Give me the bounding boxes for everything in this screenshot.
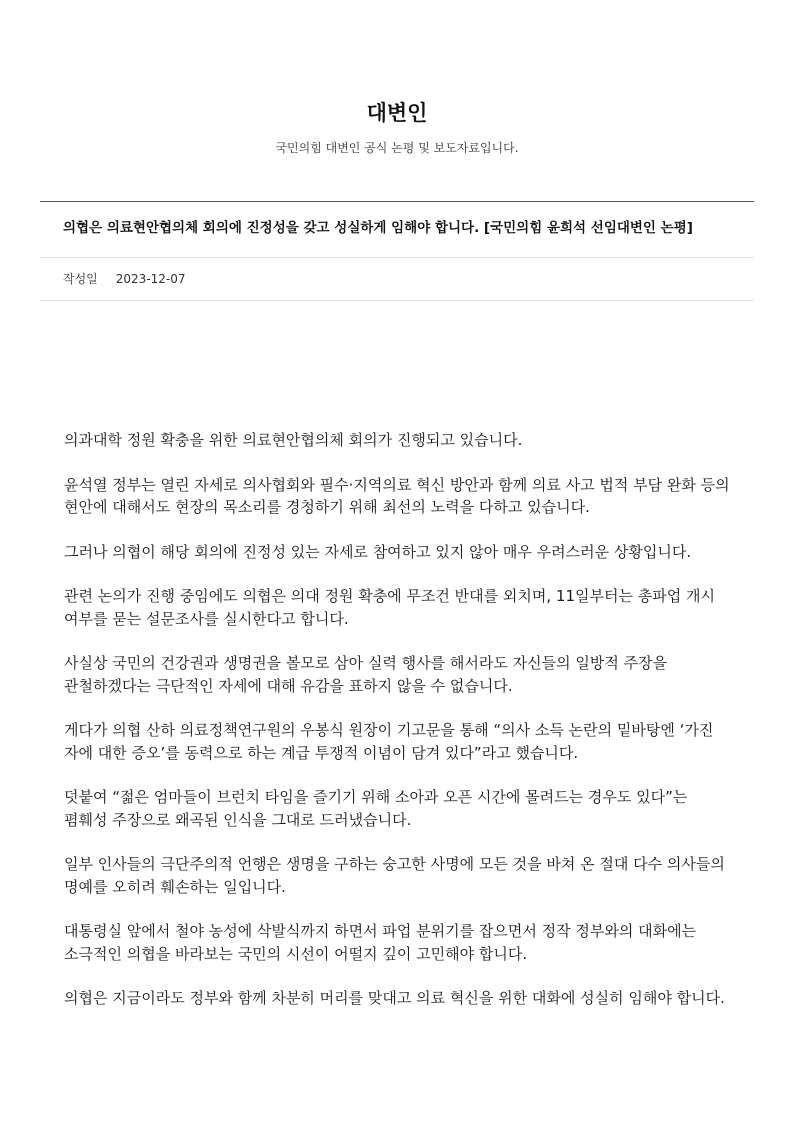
paragraph: 게다가 의협 산하 의료정책연구원의 우봉식 원장이 기고문을 통해 “의사 소득 논란의 밑바탕엔 ‘가진 자에 대한 증오’를 동력으로 하는 계급 투쟁적 이념이 담겨 있다”라고 했습니다. xyxy=(64,721,714,762)
paragraph: 의협은 지금이라도 정부와 함께 차분히 머리를 맞대고 의료 혁신을 위한 대화에 성실히 임해야 합니다. xyxy=(64,989,725,1007)
paragraph: 관련 논의가 진행 중임에도 의협은 의대 정원 확충에 무조건 반대를 외치며, 11일부터는 총파업 개시 여부를 묻는 설문조사를 실시한다고 합니다. xyxy=(64,587,715,628)
page-header xyxy=(0,0,794,156)
paragraph: 덧붙여 “젊은 엄마들이 브런치 타임을 즐기기 위해 소아과 오픈 시간에 몰려드는 경우도 있다”는 폄훼성 주장으로 왜곡된 인식을 그대로 드러냈습니다. xyxy=(64,788,688,829)
paragraph: 대통령실 앞에서 철야 농성에 삭발식까지 하면서 파업 분위기를 잡으면서 정작 정부와의 대화에는 소극적인 의협을 바라보는 국민의 시선이 어떨지 깊이 고민해야 합니다. xyxy=(64,922,697,963)
date-label: 작성일 xyxy=(63,272,98,286)
paragraph: 윤석열 정부는 열린 자세로 의사협회와 필수·지역의료 혁신 방안과 함께 의료 사고 법적 부담 완화 등의 현안에 대해서도 현장의 목소리를 경청하기 위해 최선의 노력을 다하고 있습니다. xyxy=(64,475,730,516)
article xyxy=(40,201,754,1010)
paragraph: 일부 인사들의 극단주의적 언행은 생명을 구하는 숭고한 사명에 모든 것을 바쳐 온 절대 다수 의사들의 명예를 오히려 훼손하는 일입니다. xyxy=(64,855,725,896)
site-title: 대변인 xyxy=(366,101,428,125)
paragraph: 의과대학 정원 확충을 위한 의료현안협의체 회의가 진행되고 있습니다. xyxy=(64,431,523,449)
article-body xyxy=(40,301,754,1010)
date-value: 2023-12-07 xyxy=(115,272,186,286)
article-meta xyxy=(40,258,754,301)
paragraph: 그러나 의협이 해당 회의에 진정성 있는 자세로 참여하고 있지 않아 매우 우려스러운 상황입니다. xyxy=(64,542,692,561)
paragraph: 사실상 국민의 건강권과 생명권을 볼모로 삼아 실력 행사를 해서라도 자신들의 일방적 주장을 관철하겠다는 극단적인 자세에 대해 유감을 표하지 않을 수 없습니다. xyxy=(64,654,668,695)
site-subtitle: 국민의힘 대변인 공식 논평 및 보도자료입니다. xyxy=(275,141,519,155)
article-title: 의협은 의료현안협의체 회의에 진정성을 갖고 성실하게 임해야 합니다. [국민의힘 윤희석 선임대변인 논평] xyxy=(40,202,754,258)
